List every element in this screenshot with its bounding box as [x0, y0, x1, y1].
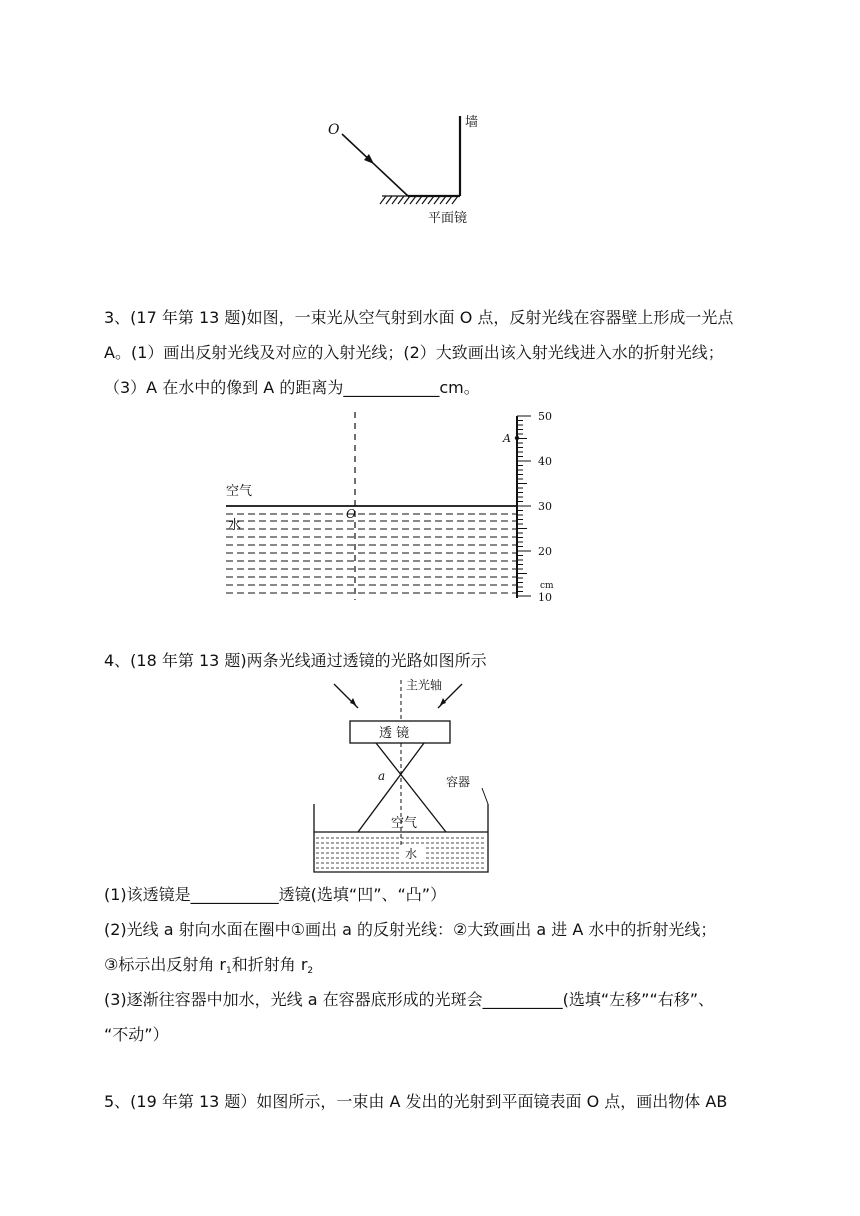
q4-sub-2-line-2	[104, 954, 313, 982]
label-a: a	[378, 769, 386, 783]
q4-sub-2-text-a: ③标示出反射角 r	[104, 955, 227, 974]
tick-40: 40	[538, 455, 552, 468]
q4-line-1: 4、(18 年第 13 题)两条光线通过透镜的光路如图所示	[104, 651, 487, 670]
tick-30: 30	[538, 500, 552, 513]
q4-sub-3-line-1: (3)逐渐往容器中加水，光线 a 在容器底形成的光斑会__________(选填“左移”“右移”、	[104, 990, 715, 1009]
q4-sub-1: (1)该透镜是___________透镜(选填“凹”、“凸”）	[104, 885, 447, 904]
ruler-ticks	[517, 416, 531, 596]
q4-sub-3-line-2: “不动”）	[104, 1025, 169, 1044]
incident-ray	[342, 134, 408, 196]
label-O: O	[346, 507, 356, 521]
label-O: O	[328, 122, 340, 138]
label-axis: 主光轴	[406, 678, 443, 692]
q3-line-1: 3、(17 年第 13 题)如图，一束光从空气射到水面 O 点，反射光线在容器壁上形成一光点	[104, 308, 734, 327]
q3-line-3: （3）A 在水中的像到 A 的距离为____________cm。	[104, 378, 480, 397]
subscript-2: 2	[307, 966, 314, 976]
figure-lens-container	[306, 676, 506, 876]
ruler-unit: cm	[540, 581, 554, 591]
label-wall: 墙	[465, 115, 479, 130]
point-A	[515, 436, 519, 440]
label-water: 水	[228, 518, 242, 533]
label-water: 水	[405, 847, 418, 861]
label-A: A	[503, 432, 511, 445]
container-pointer	[482, 788, 488, 804]
q4-sub-2-line-1: (2)光线 a 射向水面在圈中①画出 a 的反射光线：②大致画出 a 进 A 水中的折射光线；	[104, 920, 717, 939]
label-air: 空气	[391, 816, 418, 831]
tick-20: 20	[538, 545, 552, 558]
water-body	[226, 514, 516, 593]
tick-50: 50	[538, 410, 552, 423]
label-mirror: 平面镜	[428, 211, 468, 226]
q4-sub-2-text-b: 和折射角 r	[231, 955, 308, 974]
figure-water-ruler	[220, 408, 580, 608]
label-container: 容器	[446, 775, 471, 789]
mirror-hatch	[380, 196, 460, 204]
lens-label: 透 镜	[379, 726, 410, 741]
label-air: 空气	[226, 484, 253, 499]
q3-line-2: A。(1）画出反射光线及对应的入射光线；(2）大致画出该入射光线进入水的折射光线；	[104, 343, 724, 362]
figure-plane-mirror	[320, 108, 490, 232]
subscript-1: 1	[226, 966, 232, 976]
tick-10: 10	[538, 591, 552, 604]
q5-line-1: 5、(19 年第 13 题）如图所示，一束由 A 发出的光射到平面镜表面 O 点，画出物体 AB	[104, 1092, 728, 1111]
